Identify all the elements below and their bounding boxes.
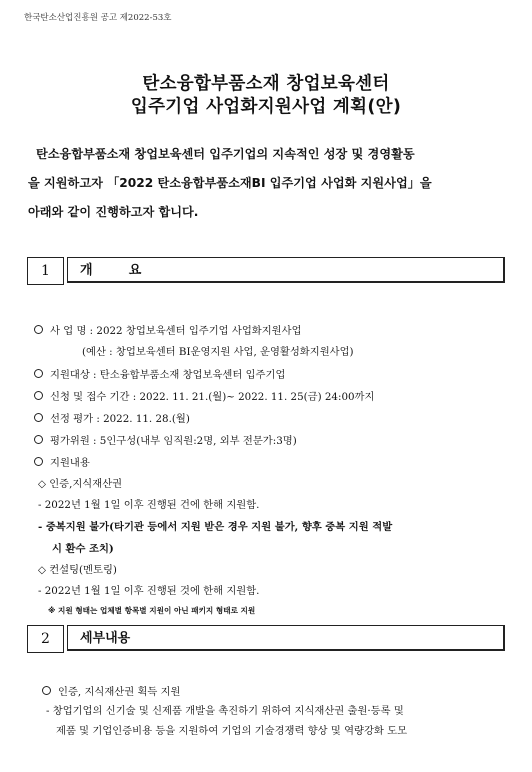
circle-bullet-icon — [34, 325, 43, 334]
section-1-number: 1 — [27, 257, 64, 285]
circle-bullet-icon — [34, 391, 43, 400]
item-project-name: 사 업 명 : 2022 창업보육센터 입주기업 사업화지원사업 — [34, 322, 302, 337]
item-content: 지원내용 — [34, 454, 90, 469]
sub-cert-line-2: - 중복지원 불가(타기관 등에서 지원 받은 경우 지원 불가, 향후 중복 지원 적발 — [38, 521, 393, 533]
cert-support-line-2: 제품 및 기업인증비용 등을 지원하여 기업의 기술경쟁력 향상 및 역량강화 도모 — [56, 725, 408, 737]
section-2-heading: 세부내용 — [67, 625, 505, 651]
title-line-1: 탄소융합부품소재 창업보육센터 — [142, 74, 390, 94]
circle-bullet-icon — [42, 686, 51, 695]
item-period: 신청 및 접수 기간 : 2022. 11. 21.(월)~ 2022. 11. 25(금) 24:00까지 — [34, 388, 374, 403]
section-2-number: 2 — [27, 625, 64, 653]
item-evaluation: 선정 평가 : 2022. 11. 28.(월) — [34, 410, 190, 425]
sub-cert-line-1: - 2022년 1월 1일 이후 진행된 건에 한해 지원함. — [38, 499, 260, 511]
section-1-heading — [67, 257, 505, 283]
circle-bullet-icon — [34, 413, 43, 422]
section-1-heading-text: 개 요 — [80, 263, 142, 278]
title-line-2: 입주기업 사업화지원사업 계획(안) — [130, 97, 402, 117]
intro-line-3: 아래와 같이 진행하고자 합니다. — [28, 205, 199, 219]
sub-consult-title: ◇ 컨설팅(멘토링) — [38, 564, 117, 576]
sub-cert-line-3: 시 환수 조치) — [52, 543, 114, 555]
circle-bullet-icon — [34, 457, 43, 466]
item-project-example: (예산 : 창업보육센터 BI운영지원 사업, 운영활성화지원사업) — [82, 346, 354, 358]
intro-line-1: 탄소융합부품소재 창업보육센터 입주기업의 지속적인 성장 및 경영활동 — [36, 147, 415, 161]
item-target: 지원대상 : 탄소융합부품소재 창업보육센터 입주기업 — [34, 366, 285, 381]
cert-support-line-1: - 창업기업의 신기술 및 신제품 개발을 촉진하기 위하여 지식재산권 출원·등록 및 — [46, 705, 404, 717]
sub-cert-title: ◇ 인증,지식재산권 — [38, 478, 123, 490]
support-note: ※ 지원 형태는 업체별 항목별 지원이 아닌 패키지 형태로 지원 — [48, 606, 256, 615]
item-cert-support: 인증, 지식재산권 획득 지원 — [42, 683, 181, 698]
item-evaluators: 평가위원 : 5인구성(내부 임직원:2명, 외부 전문가:3명) — [34, 432, 297, 447]
intro-paragraph — [28, 140, 510, 227]
intro-line-2: 을 지원하고자 「2022 탄소융합부품소재BI 입주기업 사업화 지원사업」을 — [28, 176, 432, 190]
circle-bullet-icon — [34, 369, 43, 378]
section-1-header — [27, 257, 507, 285]
circle-bullet-icon — [34, 435, 43, 444]
sub-consult-line-1: - 2022년 1월 1일 이후 진행된 것에 한해 지원함. — [38, 585, 260, 597]
notice-number: 한국탄소산업진흥원 공고 제2022-53호 — [24, 13, 172, 23]
section-2-header — [27, 625, 507, 653]
